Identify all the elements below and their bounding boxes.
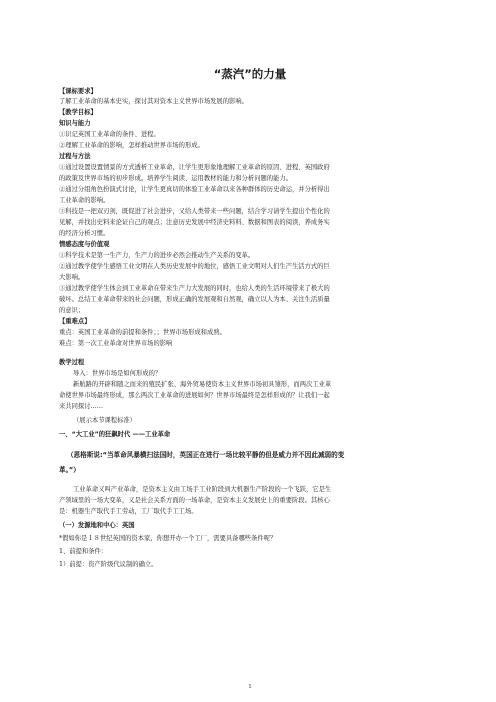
text-line: 产领域里的一场大变革，又是社会关系方面的一场革命，是资本主义发展史上的重要阶段。其核心 bbox=[59, 497, 330, 504]
text-line: 导入：世界市场是如何形成的？ bbox=[73, 370, 162, 377]
text-line: 1）前提：资产阶级代议制的确立。 bbox=[59, 561, 158, 568]
heading-curriculum: 【课标要求】 bbox=[59, 88, 97, 95]
heading-teaching-process: 教学过程 bbox=[59, 359, 85, 366]
page-number: 1 bbox=[248, 684, 252, 690]
text-line: 的意识； bbox=[59, 307, 85, 314]
text-line: 新航路的开辟和随之而来的殖民扩张、海外贸易使资本主义世界市场初具雏形，而两次工业革 bbox=[73, 381, 332, 388]
text-line: 的政策及世界市场的初步形成。培养学生阅读、运用教材的能力和分析问题的能力。 bbox=[59, 175, 292, 182]
text-line: ①识记英国工业革命的条件、进程。 bbox=[59, 131, 160, 138]
text-line: ①通过设置设置情景的方式透析工业革命，让学生更形象地理解工业革命的原因、进程、英国政府 bbox=[59, 164, 330, 171]
text-line: ②通过教学使学生感悟工业文明在人类历史发展中的地位，感悟工业文明对人们生产生活方式的巨 bbox=[59, 263, 330, 270]
text-line: ②理解工业革命的影响，怎样推动世界市场的形成。 bbox=[59, 142, 204, 149]
text-line: ②通过分组角色扮演式讨论，让学生更真切的体验工业革命以来各种群体的历史命运，并分析得出 bbox=[59, 186, 330, 193]
text-line-difficulty: 难点：第一次工业革命对世界市场的影响 bbox=[59, 340, 173, 347]
text-line: 大影响。 bbox=[59, 274, 85, 281]
subheading-values: 情感态度与价值观 bbox=[59, 241, 110, 248]
engels-quote: （恩格斯说:“当革命风暴横扫法国时，英国正在进行一场比较平静的但是威力并不因此减弱的变 bbox=[67, 451, 345, 459]
text-line: 工业革命的影响。 bbox=[59, 197, 110, 204]
text-line: ③科技是一把双刃剑，既促进了社会进步，又给人类带来一些问题，结合学习请学生提出个性化的 bbox=[59, 208, 330, 215]
subsection-heading: （一）发源地和中心：英国 bbox=[59, 522, 135, 529]
text-line: 的经济分析习惯。 bbox=[59, 230, 110, 237]
text-line: 1、前提和条件： bbox=[59, 548, 108, 555]
text-line: *假如你是１８世纪英国的资本家，你想开办一个工厂，需要具备哪些条件呢？ bbox=[59, 535, 277, 542]
document-title: “蒸汽”的力量 bbox=[213, 67, 287, 81]
text-line: 命使世界市场最终形成，那么两次工业革命的进展如何？世界市场最终是怎样形成的？让我们一起 bbox=[59, 392, 330, 399]
text-line: 来共同探讨…… bbox=[59, 403, 104, 410]
section-heading-1: 一、“大工业”的狂飙时代 ——工业革命 bbox=[59, 431, 171, 438]
heading-key-points: 【重难点】 bbox=[59, 318, 91, 325]
heading-objectives: 【教学目标】 bbox=[59, 109, 97, 116]
text-line: ③通过教学使学生体会到工业革命在带来生产力大发展的同时，也给人类的生活环境带来了极大的 bbox=[59, 285, 330, 292]
text-line-key-point: 重点：英国工业革命的前提和条件；；世界市场形成和成熟。 bbox=[59, 329, 226, 336]
text-line: 见解，并找出史料来论证自己的观点；注意历史发展中经济史料料、数据和图表的阅读，养成务实 bbox=[59, 219, 330, 226]
text-line: 是：机器生产取代手工劳动，工厂取代手工工场。 bbox=[59, 508, 198, 515]
subheading-process: 过程与方法 bbox=[59, 153, 91, 160]
text-line: 了解工业革命的基本史实，探讨其对资本主义世界市场发展的影响。 bbox=[59, 98, 248, 105]
text-line: （展示本节课程标准） bbox=[73, 417, 136, 424]
engels-quote-end: 革。”） bbox=[59, 466, 80, 474]
text-line: 工业革命又叫产业革命，是资本主义由工场手工业阶段到大机器生产阶段的一个飞跃，它是生 bbox=[73, 486, 332, 493]
text-line: ①科学技术是第一生产力，生产力的进步必然会推动生产关系的变革。 bbox=[59, 252, 255, 259]
text-line: 破坏。总结工业革命带来的社会问题，形成正确的发展观和自然观，确立以人为本、关注生活质量 bbox=[59, 296, 330, 303]
subheading-knowledge: 知识与能力 bbox=[59, 120, 91, 127]
